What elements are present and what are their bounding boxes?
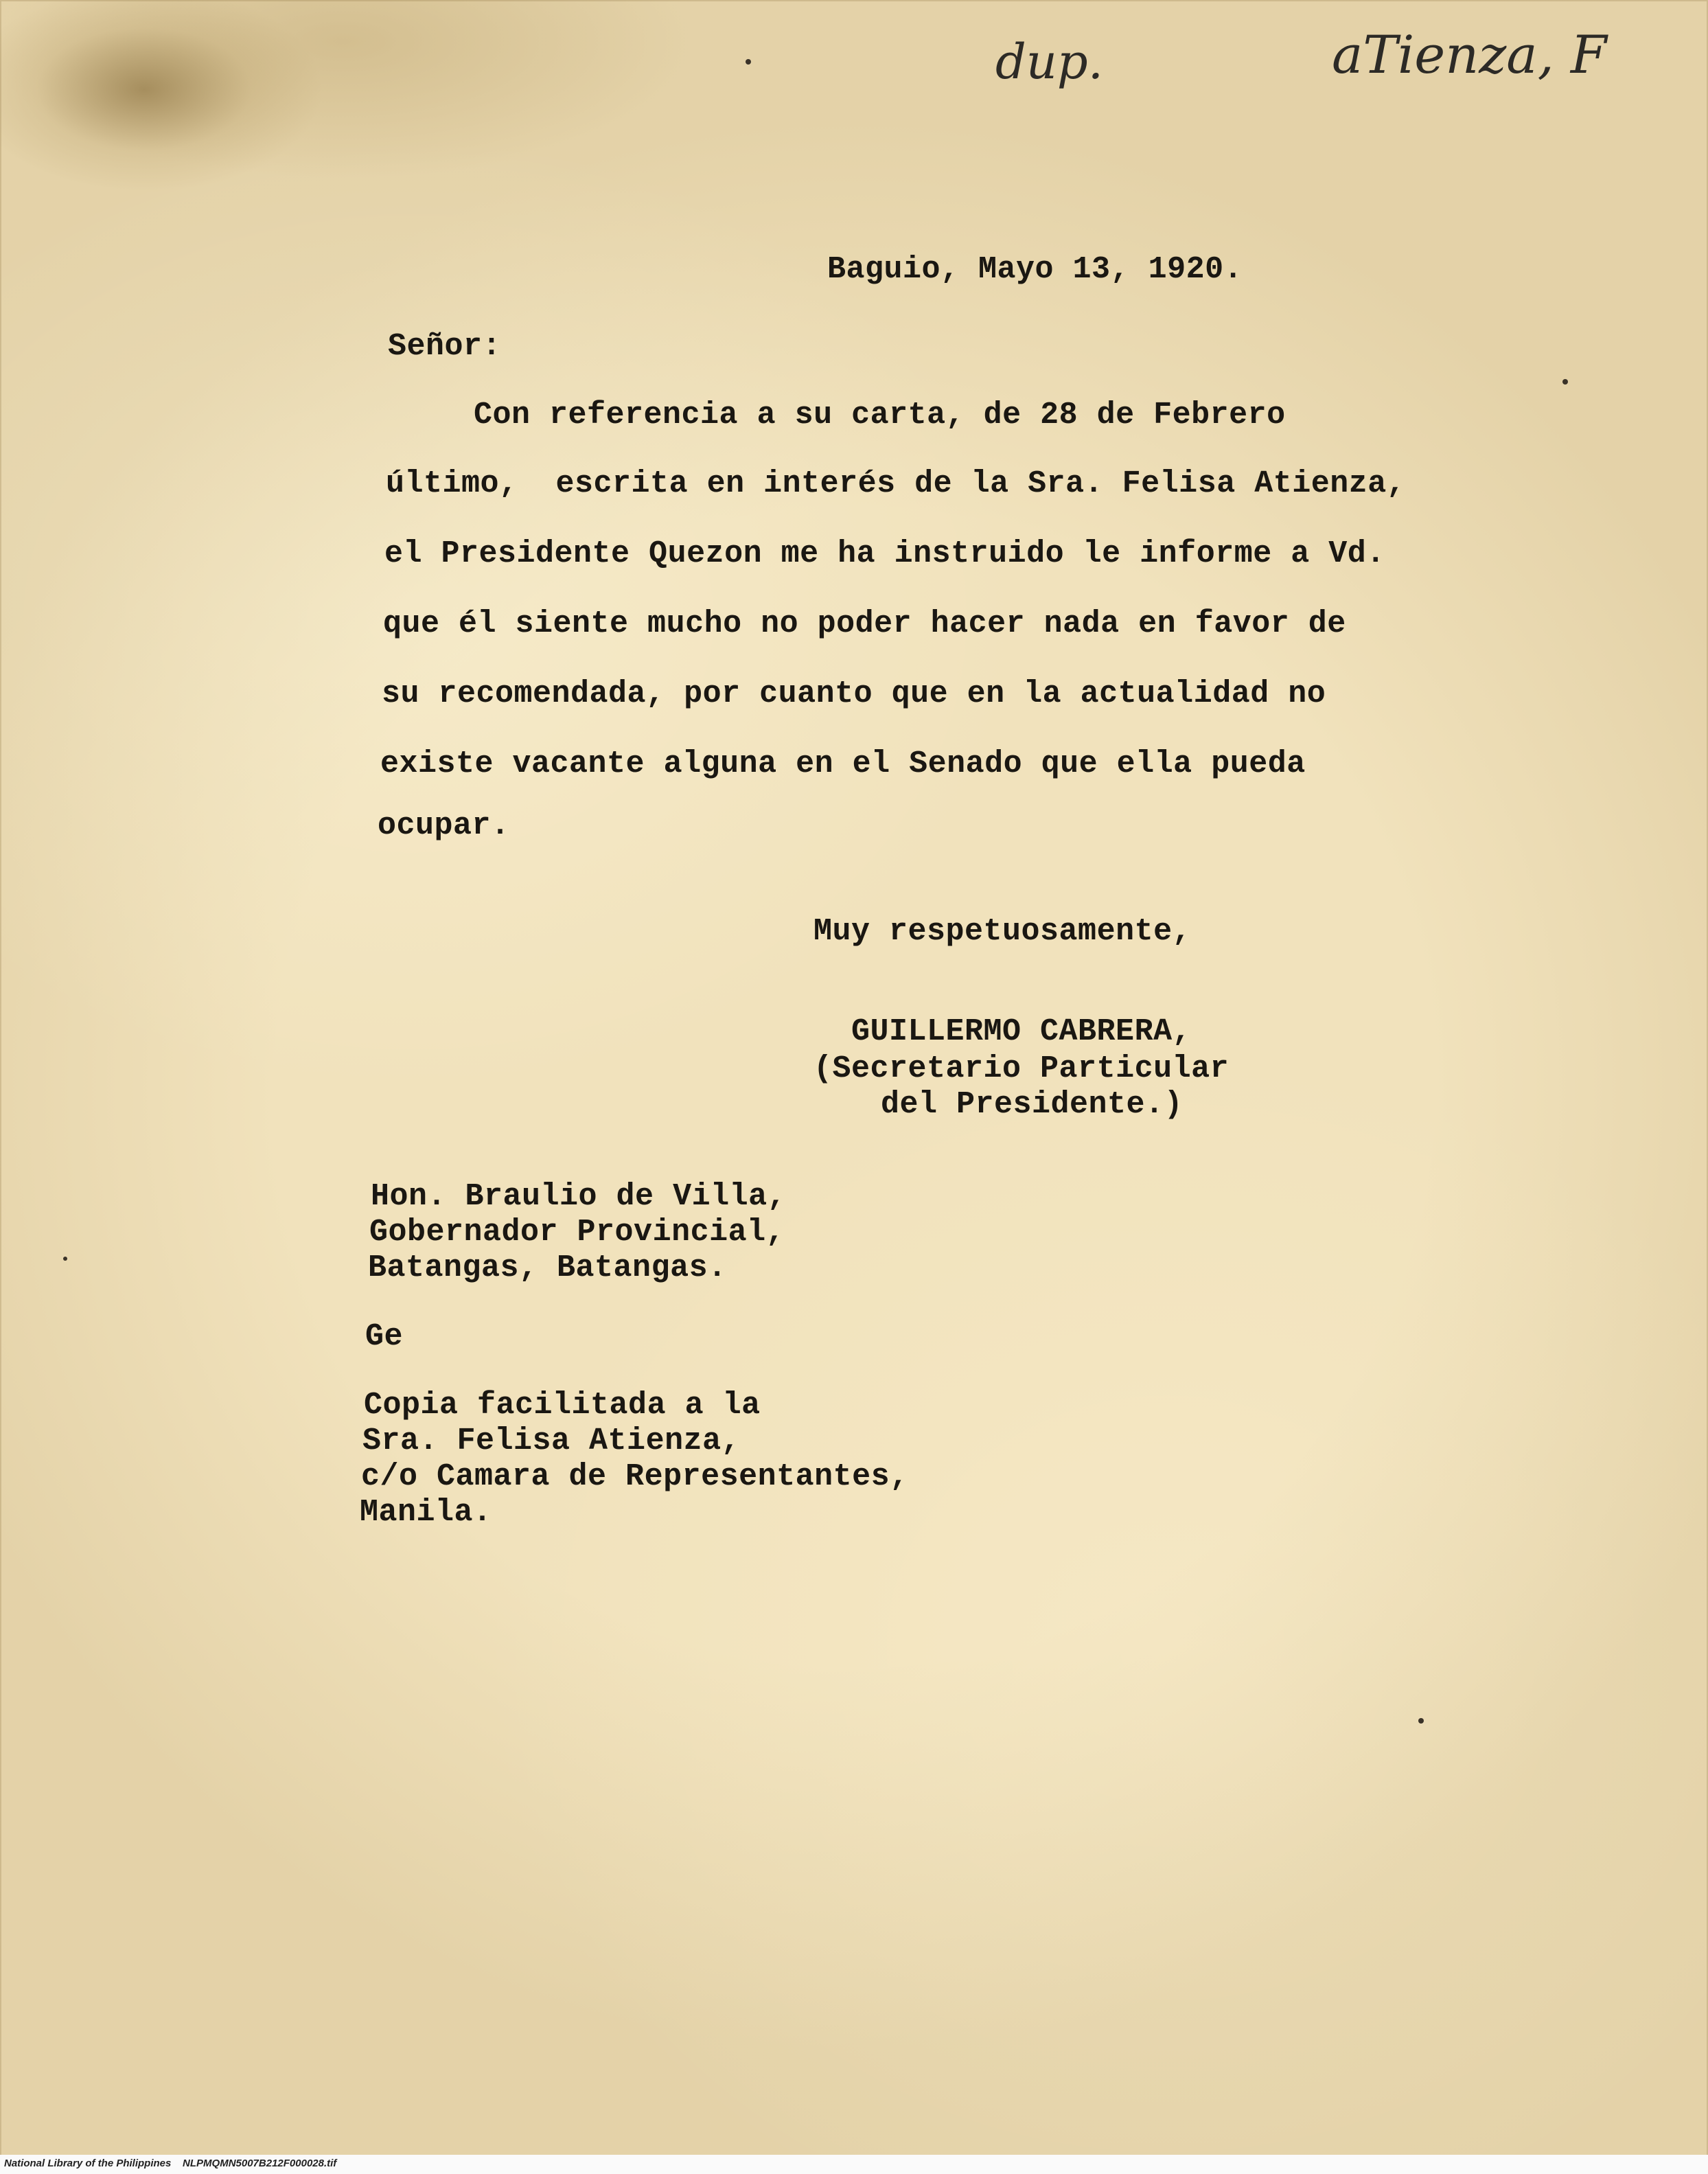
body-line: su recomendada, por cuanto que en la actualidad no: [382, 676, 1326, 711]
body-line: que él siente mucho no poder hacer nada en favor de: [383, 606, 1346, 641]
closing: Muy respetuosamente,: [813, 914, 1192, 949]
recipient-line: Hon. Braulio de Villa,: [371, 1179, 787, 1214]
body-line: el Presidente Quezon me ha instruido le informe a Vd.: [384, 536, 1385, 571]
signature-title-line2: del Presidente.): [881, 1087, 1184, 1122]
body-line: ocupar.: [378, 808, 510, 843]
signature-title-line1: (Secretario Particular: [813, 1051, 1230, 1086]
place-date: Baguio, Mayo 13, 1920.: [827, 252, 1243, 287]
copy-to-line: Copia facilitada a la: [364, 1388, 761, 1423]
copy-to-line: c/o Camara de Representantes,: [361, 1459, 909, 1494]
paper-speck: [63, 1257, 67, 1261]
signature-name: GUILLERMO CABRERA,: [851, 1014, 1192, 1049]
scan-footer: [0, 2155, 1708, 2174]
recipient-line: Gobernador Provincial,: [369, 1215, 785, 1250]
recipient-line: Batangas, Batangas.: [368, 1250, 727, 1285]
paper-speck: [1562, 379, 1568, 385]
paper-speck: [746, 59, 751, 65]
body-line: último, escrita en interés de la Sra. Felisa Atienza,: [386, 466, 1406, 501]
handwritten-name-note: aTienza, F: [1332, 24, 1607, 85]
copy-to-line: Sra. Felisa Atienza,: [362, 1423, 741, 1458]
paper-speck: [1418, 1718, 1424, 1724]
body-line: existe vacante alguna en el Senado que ella pueda: [380, 746, 1306, 781]
scan-source-label: National Library of the Philippines NLPMQMN5007B212F000028.tif: [4, 2158, 337, 2169]
typist-initials: Ge: [365, 1319, 404, 1354]
body-line: Con referencia a su carta, de 28 de Febrero: [474, 398, 1286, 433]
copy-to-line: Manila.: [360, 1495, 492, 1530]
salutation: Señor:: [388, 329, 502, 364]
handwritten-dup-note: dup.: [995, 34, 1103, 90]
